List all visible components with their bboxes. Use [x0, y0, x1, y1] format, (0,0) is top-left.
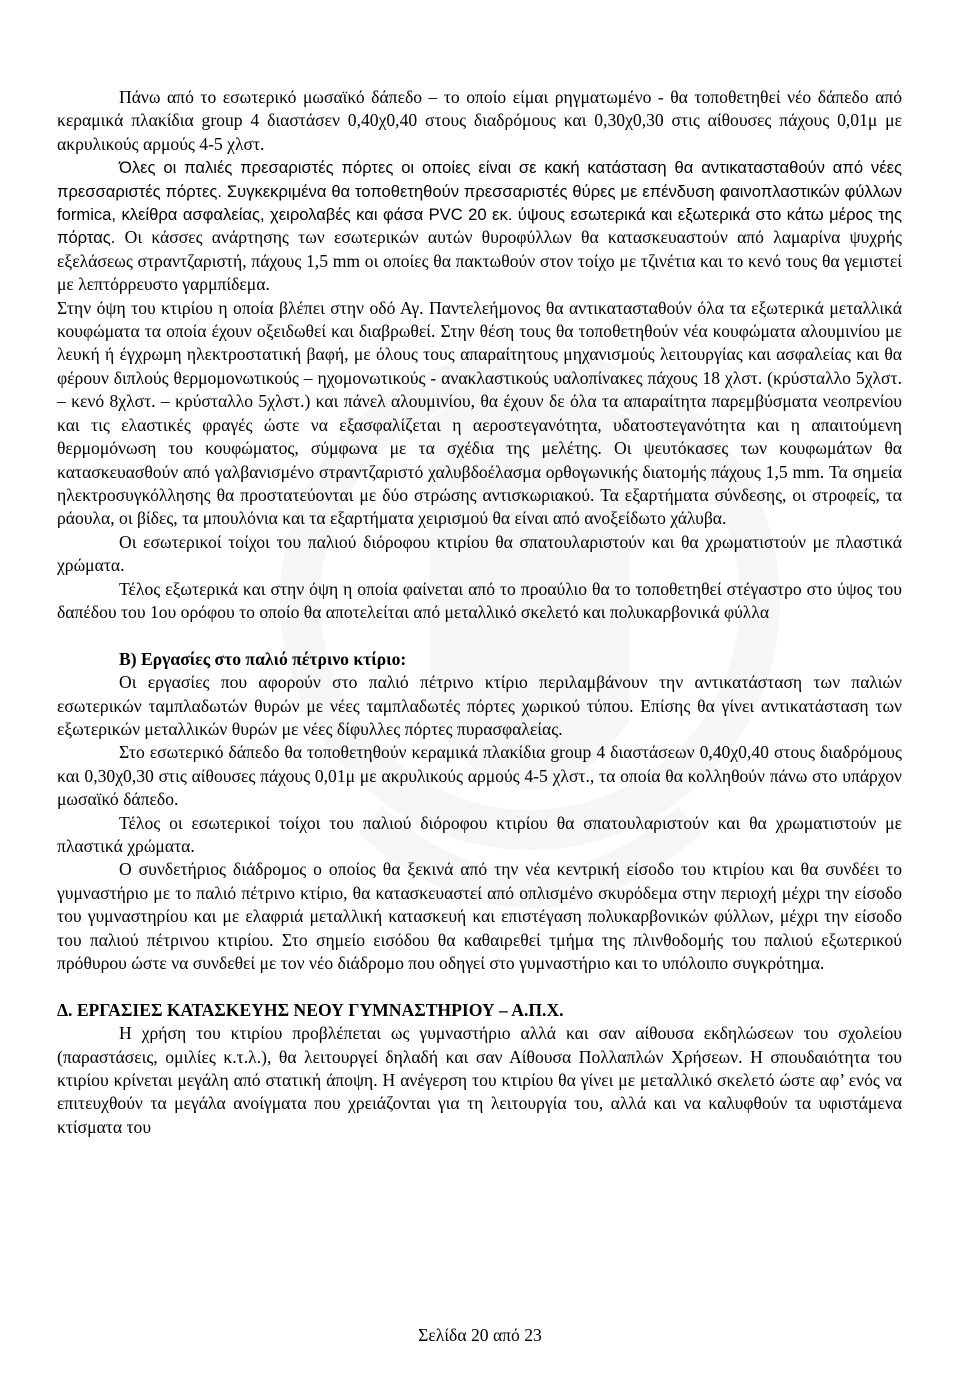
paragraph-interior-walls: Οι εσωτερικοί τοίχοι του παλιού διόροφου κτιρίου θα σπατουλαριστούν και θα χρωματιστούν με πλαστικά χρώματα.: [57, 531, 902, 576]
paragraph-canopy: Τέλος εξωτερικά και στην όψη η οποία φαίνεται από το προαύλιο θα το τοποθετηθεί στέγαστρο στο ύψος του δαπέδου του 1ου ορόφου το οποίο θα αποτελείται από μεταλλικό σκελετό και πολυκαρβονικά φύλλα: [57, 578, 902, 622]
paragraph-connecting-corridor: Ο συνδετήριος διάδρομος ο οποίος θα ξεκινά από την νέα κεντρική είσοδο του κτιρίου και θα συνδέει το γυμναστήριο με το παλιό πέτρινο κτίριο, θα κατασκευαστεί από οπλισμένο σκυρόδεμα στην περιοχή μέχρι την είσοδο του γυμναστηρίου και με ελαφριά μεταλλική κατασκευή και επιστέγαση πολυκαρβονικών φύλλων, μέχρι την είσοδο του παλιού πέτρινου κτιρίου. Στο σημείο εισόδου θα καθαιρεθεί τμήμα της πλινθοδομής του παλιού εξωτερικού πρόθυρου ώστε να συνδεθεί με τον νέο διάδρομο που οδηγεί στο γυμναστήριο και το υπόλοιπο συγκρότημα.: [57, 859, 902, 974]
section-heading-d: Δ. ΕΡΓΑΣΙΕΣ ΚΑΤΑΣΚΕΥΗΣ ΝΕΟΥ ΓΥΜΝΑΣΤΗΡΙΟΥ – Α.Π.Χ.: [57, 999, 564, 1020]
paragraph-floor-tiles: Πάνω από το εσωτερικό μωσαϊκό δάπεδο – το οποίο είμαι ρηγματωμένο - θα τοποθετηθεί νέο δάπεδο από κεραμικά πλακίδια group 4 διαστάσεν 0,40χ0,40 στους διαδρόμους και 0,30χ0,30 στις αίθουσες πάχους 0,01μ με ακρυλικούς αρμούς 4-5 χλστ.: [57, 87, 902, 154]
page-number-footer: Σελίδα 20 από 23: [418, 1325, 542, 1345]
paragraph-old-building-floor: Στο εσωτερικό δάπεδο θα τοποθετηθούν κεραμικά πλακίδια group 4 διαστάσεων 0,40χ0,40 στους διαδρόμους και 0,30χ0,30 στις αίθουσες πάχους 0,01μ με ακρυλικούς αρμούς 4-5 χλστ., τα οποία θα κολληθούν πάνω στο υπάρχον μωσαϊκό δάπεδο.: [57, 742, 902, 810]
document-body: [57, 86, 902, 1139]
spacer: [57, 624, 902, 647]
paragraph-doors-sans-text: Όλες οι παλιές πρεσαριστές πόρτες οι οποίες είναι σε κακή κατάσταση θα αντικατασταθούν από νέες πρεσσαριστές πόρτες. Συγκεκριμένα θα τοποθετηθούν πρεσσαριστές θύρες με επένδυση φαινοπλαστικών φύλλων formica, κλείθρα ασφαλείας, χειρολαβές και φάσα PVC 20 εκ. ύψους εσωτερικά και εξωτερικά στο κάτω μέρος της πόρτας.: [57, 158, 902, 248]
paragraph-aluminium-frames: Στην όψη του κτιρίου η οποία βλέπει στην οδό Αγ. Παντελεήμονος θα αντικατασταθούν όλα τα εξωτερικά μεταλλικά κουφώματα τα οποία έχουν οξειδωθεί και διαβρωθεί. Στην θέση τους θα τοποθετηθούν νέα κουφώματα αλουμινίου με λευκή ή έγχρωμη ηλεκτροστατική βαφή, με όλους τους απαραίτητους μηχανισμούς λειτουργίας και ασφαλείας και θα φέρουν διπλούς θερμομονωτικούς – ηχομονωτικούς - ανακλαστικούς υαλοπίνακες πάχους 18 χλστ. (κρύσταλλο 5χλστ. – κενό 8χλστ. – κρύσταλλο 5χλστ.) και πάνελ αλουμινίου, θα έχουν δε όλα τα απαραίτητα παρεμβύσματα νεοπρενίου και τις ελαστικές φραγές ώστε να εξασφαλίζεται η αεροστεγανότητα, υδατοστεγανότητα και η απαιτούμενη θερμομόνωση του κουφώματος, σύμφωνα με τα σχέδια της μελέτης. Οι ψευτόκασες των κουφωμάτων θα κατασκευασθούν από γαλβανισμένο στραντζαριστό χαλυβδοέλασμα ορθογωνικής διατομής πάχους 1,5 mm. Τα σημεία ηλεκτροσυγκόλλησης θα προστατεύονται με δύο στρώσης αντισκωριακού. Τα εξαρτήματα σύνδεσης, οι στροφείς, τα ράουλα, οι βίδες, τα μπουλόνια και τα εξαρτήματα χειρισμού θα είναι από ανοξείδωτο χάλυβα.: [57, 297, 902, 529]
spacer: [57, 975, 902, 998]
paragraph-gymnasium-use: Η χρήση του κτιρίου προβλέπεται ως γυμναστήριο αλλά και σαν αίθουσα εκδηλώσεων του σχολείου (παραστάσεις, ομιλίες κ.τ.λ.), θα λειτουργεί δηλαδή και σαν Αίθουσα Πολλαπλών Χρήσεων. Η σπουδαιότητα του κτιρίου κρίνεται μεγάλη από στατική άποψη. Η ανέγερση του κτιρίου θα γίνει με μεταλλικό σκελετό ώστε αφ’ ενός να επιτευχθούν τα μεγάλα ανοίγματα που χρειάζονται για τη λειτουργία του, αλλά και να καλυφθούν τα υφιστάμενα κτίσματα του: [57, 1023, 902, 1137]
paragraph-doors-serif-text: Οι κάσσες ανάρτησης των εσωτερικών αυτών θυροφύλλων θα κατασκευαστούν από λαμαρίνα ψυχρής εξελάσεως στραντζαριστή, πάχους 1,5 mm οι οποίες θα πακτωθούν στον τοίχο με τζινέτια και το κενό τους θα γεμιστεί με λεπτόρρευστο γαρμπίδεμα.: [57, 227, 902, 295]
section-heading-b: Β) Εργασίες στο παλιό πέτρινο κτίριο:: [119, 648, 407, 669]
paragraph-old-building-doors: Οι εργασίες που αφορούν στο παλιό πέτρινο κτίριο περιλαμβάνουν την αντικατάσταση των παλιών εσωτερικών ταμπλαδωτών θυρών με νέες ταμπλαδωτές πόρτες χωρικού τύπου. Επίσης θα γίνει αντικατάσταση των εξωτερικών μεταλλικών θυρών με νέες δίφυλλες πόρτες πυρασφαλείας.: [57, 672, 902, 739]
paragraph-old-building-walls: Τέλος οι εσωτερικοί τοίχοι του παλιού διόροφου κτιρίου θα σπατουλαριστούν και θα χρωματιστούν με πλαστικά χρώματα.: [57, 812, 902, 856]
paragraph-doors: [57, 156, 902, 296]
